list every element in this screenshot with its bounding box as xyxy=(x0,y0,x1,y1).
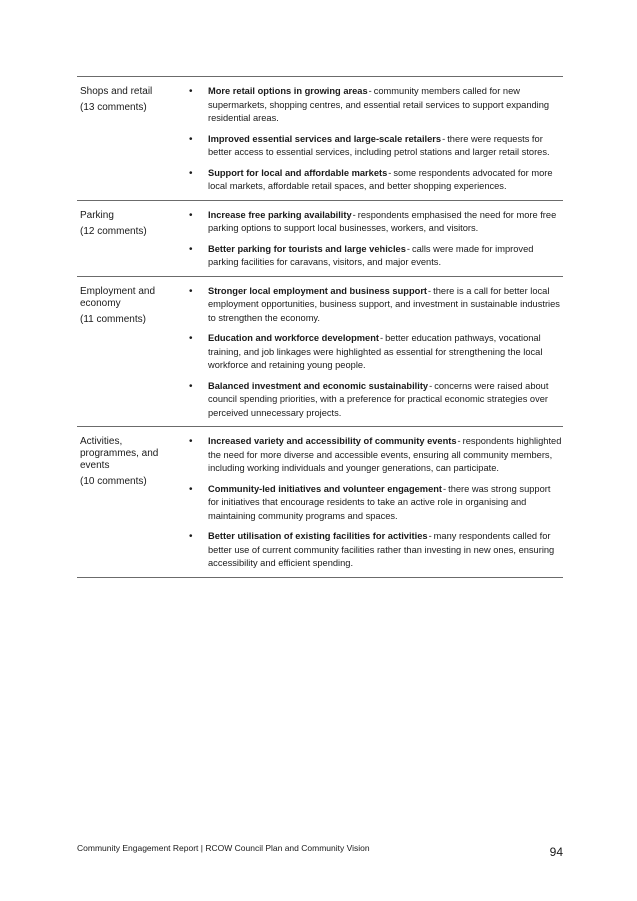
separator: - xyxy=(443,483,447,494)
topic-cell xyxy=(77,209,170,270)
theme-text: many respondents called for better use of current community facilities rather than investing in new ones, ensuring accessibility and efficient spending. xyxy=(208,531,555,568)
comment-count: (13 comments) xyxy=(80,102,147,113)
theme-list xyxy=(170,209,563,270)
theme-title: Increase free parking availability xyxy=(208,209,352,220)
topic-cell xyxy=(77,85,170,194)
topic-name: Shops and retail xyxy=(80,86,153,97)
list-item xyxy=(189,85,563,126)
theme-title: Balanced investment and economic sustainability xyxy=(208,380,429,391)
theme-list xyxy=(170,85,563,194)
list-item xyxy=(189,332,563,373)
separator: - xyxy=(406,243,410,254)
theme-text: there is a call for better local employment opportunities, business support, and investment in sustainable industries to strengthen the economy. xyxy=(208,285,560,323)
theme-list xyxy=(170,435,563,571)
bullet-icon: • xyxy=(189,167,193,179)
theme-text: some respondents advocated for more local markets, affordable retail spaces, and better shopping experiences. xyxy=(208,167,553,191)
theme-title: Education and workforce development xyxy=(208,333,379,343)
topic-cell xyxy=(77,285,170,421)
comment-count: (12 comments) xyxy=(80,225,147,237)
theme-title: Better utilisation of existing facilities for activities xyxy=(208,531,428,541)
theme-title: Stronger local employment and business support xyxy=(208,285,428,296)
list-item xyxy=(189,167,563,194)
theme-list xyxy=(170,285,563,421)
theme-title: Increased variety and accessibility of community events xyxy=(208,436,457,446)
list-item xyxy=(189,133,563,160)
separator: - xyxy=(457,436,461,446)
comment-count: (11 comments) xyxy=(80,313,146,325)
theme-title: More retail options in growing areas xyxy=(208,86,368,96)
theme-title: Improved essential services and large-scale retailers xyxy=(208,133,442,144)
theme-text: better education pathways, vocational training, and job linkages were highlighted as essential for strengthening the local workforce and retaining young people. xyxy=(208,333,543,370)
bullet-icon: • xyxy=(189,86,193,97)
table-row-parking xyxy=(77,200,563,276)
separator: - xyxy=(368,86,372,96)
bullet-icon: • xyxy=(189,333,193,344)
list-item xyxy=(189,285,563,326)
bullet-icon: • xyxy=(189,436,193,447)
theme-title: Better parking for tourists and large vehicles xyxy=(208,243,406,254)
theme-text: community members called for new supermarkets, shopping centres, and essential retail services to support expanding residential areas. xyxy=(208,86,550,123)
topic-name: Activities, programmes, and events xyxy=(80,436,159,471)
theme-title: Community-led initiatives and volunteer engagement xyxy=(208,483,443,494)
theme-text: concerns were raised about council spending priorities, with a preference for practical economic strategies over perceived unnecessary projects. xyxy=(208,380,549,418)
topic-name: Parking xyxy=(80,209,114,221)
bullet-icon: • xyxy=(189,209,193,221)
table-row-shops-retail xyxy=(77,76,563,200)
theme-text: there was strong support for initiatives that encourage residents to take an active role in organising and maintaining community programs and spaces. xyxy=(208,483,551,521)
theme-title: Support for local and affordable markets xyxy=(208,167,388,178)
bullet-icon: • xyxy=(189,531,193,542)
list-item xyxy=(189,380,563,421)
theme-text: respondents highlighted the need for more diverse and accessible events, ensuring all community members, including working individuals and younger generations, can participate. xyxy=(208,436,562,473)
bullet-icon: • xyxy=(189,380,193,392)
separator: - xyxy=(428,285,432,296)
theme-text: there were requests for better access to essential services, including petrol stations and larger retail stores. xyxy=(208,133,550,157)
list-item xyxy=(189,435,563,476)
bullet-icon: • xyxy=(189,483,193,495)
theme-text: respondents emphasised the need for more free parking options to support local businesses, workers, and visitors. xyxy=(208,209,557,233)
page-footer xyxy=(77,842,563,860)
topic-cell xyxy=(77,435,170,571)
comment-count: (10 comments) xyxy=(80,476,147,487)
topic-name: Employment and economy xyxy=(80,285,156,309)
list-item xyxy=(189,243,563,270)
separator: - xyxy=(429,380,433,391)
list-item xyxy=(189,483,563,524)
separator: - xyxy=(442,133,446,144)
theme-text: calls were made for improved parking facilities for caravans, visitors, and major events. xyxy=(208,243,534,267)
separator: - xyxy=(352,209,356,220)
separator: - xyxy=(388,167,392,178)
table-row-activities-events xyxy=(77,426,563,578)
list-item xyxy=(189,530,563,571)
list-item xyxy=(189,209,563,236)
comments-summary-table xyxy=(77,76,563,578)
bullet-icon: • xyxy=(189,133,193,145)
separator: - xyxy=(380,333,384,343)
bullet-icon: • xyxy=(189,243,193,255)
footer-text: Community Engagement Report | RCOW Council Plan and Community Vision xyxy=(77,843,370,853)
table-row-employment-economy xyxy=(77,276,563,427)
separator: - xyxy=(428,531,432,541)
bullet-icon: • xyxy=(189,285,193,297)
page-number: 94 xyxy=(549,845,563,859)
